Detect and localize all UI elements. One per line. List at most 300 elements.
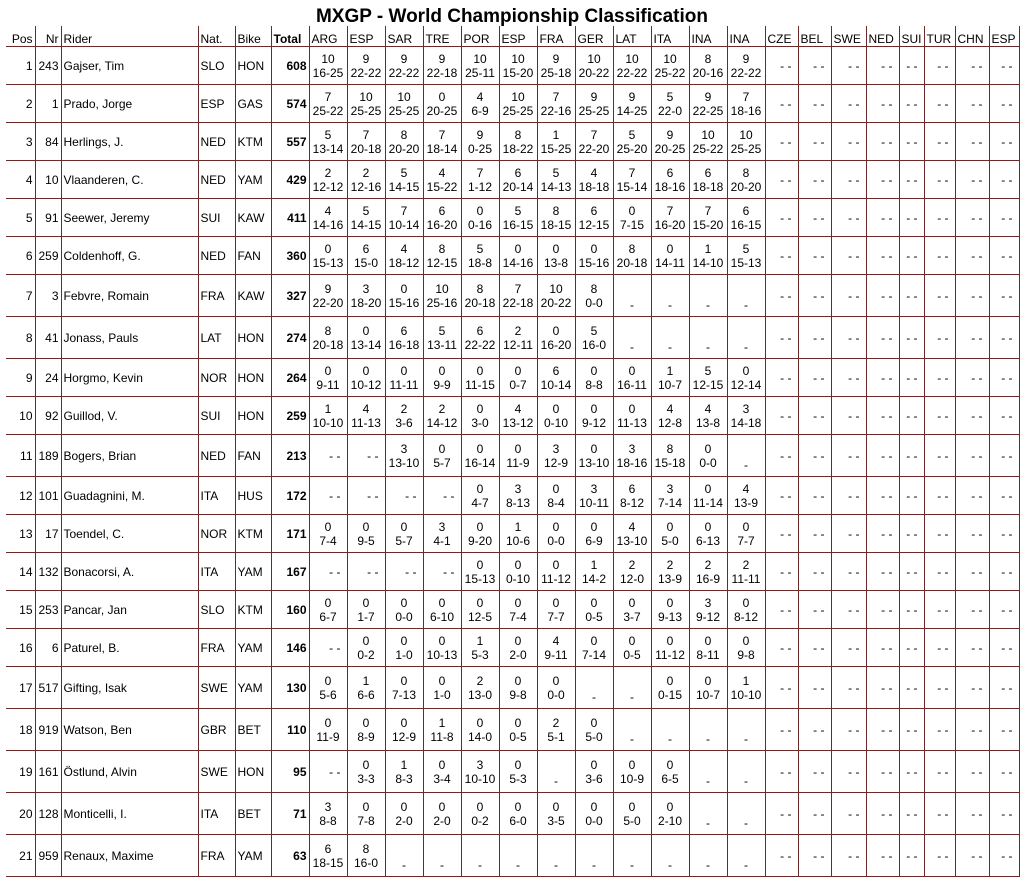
race-result-cell	[575, 123, 613, 161]
race-result-cell	[385, 123, 423, 161]
future-round-cell: - -	[989, 751, 1019, 793]
future-round-cell: - -	[798, 199, 831, 237]
race-points: 0	[476, 401, 484, 416]
race-result-cell	[651, 835, 689, 877]
race-result-cell	[499, 237, 537, 275]
race-points: 5	[742, 241, 750, 256]
race-points: 0	[438, 441, 446, 456]
future-round-cell: - -	[955, 835, 989, 877]
race-result-cell	[651, 85, 689, 123]
pos-cell: 8	[6, 317, 35, 359]
nr-cell: 91	[35, 199, 61, 237]
heat-results: 0-0	[547, 533, 565, 548]
race-result-cell	[575, 237, 613, 275]
future-round-cell: - -	[989, 667, 1019, 709]
future-round-cell: - -	[924, 317, 955, 359]
race-points: 4	[742, 481, 750, 496]
future-round-cell: - -	[989, 161, 1019, 199]
pos-cell: 19	[6, 751, 35, 793]
race-result-cell	[651, 751, 689, 793]
bike-cell: KTM	[235, 123, 271, 161]
nr-cell: 259	[35, 237, 61, 275]
future-round-cell: - -	[831, 553, 866, 591]
header-race: ARG	[309, 26, 347, 47]
nr-cell: 17	[35, 515, 61, 553]
future-round-cell: - -	[989, 317, 1019, 359]
header-race: SAR	[385, 26, 423, 47]
future-round-cell: - -	[798, 629, 831, 667]
nat-cell: NOR	[198, 515, 235, 553]
table-row	[6, 835, 1019, 877]
race-result-cell	[461, 477, 499, 515]
heat-results: 10-13	[426, 647, 458, 662]
heat-results: 0-2	[471, 813, 489, 828]
bike-cell: HON	[235, 397, 271, 435]
heat-results: 22-22	[730, 65, 762, 80]
race-result-cell	[347, 275, 385, 317]
heat-results: 12-8	[657, 415, 683, 430]
heat-results: 4-7	[471, 495, 489, 510]
heat-results: 15-20	[692, 217, 724, 232]
race-points: 10	[587, 51, 601, 66]
race-result-cell	[347, 123, 385, 161]
nr-cell: 84	[35, 123, 61, 161]
heat-results: 14-11	[655, 255, 685, 270]
no-result: -	[630, 340, 634, 354]
heat-results: 7-4	[509, 609, 527, 624]
race-points: 4	[476, 89, 484, 104]
race-result-cell	[613, 709, 651, 751]
pos-cell: 18	[6, 709, 35, 751]
classification-table	[6, 26, 1020, 877]
rider-cell: Monticelli, I.	[61, 793, 198, 835]
heat-results: 12-5	[467, 609, 493, 624]
heat-results: 6-13	[695, 533, 721, 548]
heat-results: 20-14	[502, 179, 534, 194]
heat-results: 20-25	[426, 103, 458, 118]
race-result-cell	[651, 237, 689, 275]
race-points: 0	[742, 363, 750, 378]
race-points: 0	[514, 441, 522, 456]
heat-results: 18-12	[388, 255, 420, 270]
race-points: 6	[742, 203, 750, 218]
header-race: TRE	[423, 26, 461, 47]
race-result-cell	[537, 709, 575, 751]
pos-cell: 2	[6, 85, 35, 123]
race-points: 0	[666, 673, 674, 688]
heat-results: 25-22	[692, 141, 724, 156]
bike-cell: FAN	[235, 237, 271, 275]
bike-cell: HON	[235, 317, 271, 359]
rider-cell: Bogers, Brian	[61, 435, 198, 477]
future-round-cell: - -	[955, 359, 989, 397]
future-round-cell: - -	[765, 123, 798, 161]
future-round-cell: - -	[989, 359, 1019, 397]
race-result-cell	[537, 553, 575, 591]
total-cell: 327	[271, 275, 309, 317]
race-points: 7	[438, 127, 446, 142]
heat-results: 7-7	[737, 533, 755, 548]
race-points: 7	[628, 165, 636, 180]
race-points: 0	[628, 363, 636, 378]
race-result-cell	[537, 435, 575, 477]
future-round-cell: - -	[765, 435, 798, 477]
race-points: 7	[704, 203, 712, 218]
heat-results: 18-20	[350, 295, 382, 310]
no-result: -	[744, 298, 748, 312]
race-result-cell	[499, 793, 537, 835]
future-round-cell: - -	[899, 515, 924, 553]
race-result-cell	[309, 47, 347, 85]
future-round-cell: - -	[866, 591, 899, 629]
race-result-cell	[461, 161, 499, 199]
race-result-cell	[613, 591, 651, 629]
future-round-cell: - -	[798, 709, 831, 751]
race-points: 5	[438, 323, 446, 338]
heat-results: 6-9	[585, 533, 603, 548]
heat-results: 5-3	[471, 647, 489, 662]
no-result: -	[744, 340, 748, 354]
heat-results: 7-13	[391, 687, 417, 702]
race-result-cell	[727, 835, 765, 877]
nr-cell: 161	[35, 751, 61, 793]
nat-cell: SWE	[198, 751, 235, 793]
heat-results: 3-0	[471, 415, 489, 430]
heat-results: 7-8	[357, 813, 375, 828]
race-points: 0	[552, 323, 560, 338]
future-round-cell: - -	[765, 667, 798, 709]
heat-results: 14-16	[502, 255, 534, 270]
race-result-cell	[461, 199, 499, 237]
future-round-cell: - -	[765, 793, 798, 835]
heat-results: 16-15	[730, 217, 762, 232]
race-points: 1	[438, 715, 446, 730]
race-result-cell	[727, 591, 765, 629]
race-result-cell	[537, 751, 575, 793]
no-result: -	[402, 858, 406, 872]
future-round-cell: - -	[924, 793, 955, 835]
nat-cell: FRA	[198, 835, 235, 877]
bike-cell: YAM	[235, 629, 271, 667]
race-points: 0	[666, 241, 674, 256]
heat-results: 9-12	[581, 415, 607, 430]
race-result-cell	[309, 397, 347, 435]
race-result-cell	[689, 397, 727, 435]
race-result-cell	[423, 709, 461, 751]
heat-results: 6-10	[429, 609, 455, 624]
future-round-cell: - -	[924, 123, 955, 161]
no-result: -	[478, 858, 482, 872]
race-result-cell	[727, 85, 765, 123]
race-points: 9	[666, 127, 674, 142]
heat-results: 0-15	[657, 687, 683, 702]
race-points: 1	[400, 757, 408, 772]
no-result: -	[630, 732, 634, 746]
heat-results: 25-16	[426, 295, 458, 310]
future-round-cell: - -	[798, 237, 831, 275]
nat-cell: LAT	[198, 317, 235, 359]
race-points: 0	[590, 715, 598, 730]
future-round-cell: - -	[899, 553, 924, 591]
race-points: 6	[704, 165, 712, 180]
race-result-cell	[727, 123, 765, 161]
race-result-cell	[347, 397, 385, 435]
race-points: 0	[590, 401, 598, 416]
race-result-cell	[499, 123, 537, 161]
nr-cell: 1	[35, 85, 61, 123]
race-result-cell	[385, 709, 423, 751]
bike-cell: HON	[235, 359, 271, 397]
race-result-cell	[575, 199, 613, 237]
heat-results: 9-20	[467, 533, 493, 548]
race-points: 0	[628, 595, 636, 610]
heat-results: 5-3	[509, 771, 527, 786]
race-result-cell	[727, 237, 765, 275]
heat-results: 8-12	[619, 495, 645, 510]
no-result: -	[630, 298, 634, 312]
pos-cell: 4	[6, 161, 35, 199]
race-result-cell	[423, 477, 461, 515]
race-points: 0	[438, 673, 446, 688]
race-points: 0	[438, 595, 446, 610]
race-result-cell	[309, 667, 347, 709]
future-round-cell: - -	[831, 47, 866, 85]
table-row	[6, 435, 1019, 477]
race-points: 0	[476, 595, 484, 610]
future-round-cell: - -	[831, 199, 866, 237]
rider-cell: Östlund, Alvin	[61, 751, 198, 793]
future-round-cell: - -	[955, 199, 989, 237]
future-round-cell: - -	[798, 161, 831, 199]
future-round-cell: - -	[798, 515, 831, 553]
race-result-cell	[347, 553, 385, 591]
no-result: -	[744, 816, 748, 830]
race-result-cell	[575, 161, 613, 199]
no-result: -	[706, 340, 710, 354]
race-points: 0	[742, 633, 750, 648]
heat-results: 14-16	[312, 217, 344, 232]
heat-results: 7-7	[547, 609, 565, 624]
race-points: 2	[476, 673, 484, 688]
race-result-cell	[423, 435, 461, 477]
heat-results: 11-12	[541, 571, 571, 586]
race-result-cell	[689, 629, 727, 667]
race-result-cell	[385, 435, 423, 477]
race-result-cell	[537, 359, 575, 397]
race-points: 0	[666, 595, 674, 610]
race-points: 5	[400, 165, 408, 180]
race-points: 0	[590, 633, 598, 648]
future-round-cell: - -	[955, 553, 989, 591]
future-round-cell: - -	[924, 397, 955, 435]
race-result-cell	[499, 515, 537, 553]
race-result-cell	[613, 237, 651, 275]
race-result-cell	[309, 515, 347, 553]
future-round-cell: - -	[798, 359, 831, 397]
heat-results: 20-18	[350, 141, 382, 156]
total-cell: 130	[271, 667, 309, 709]
heat-results: 10-11	[579, 495, 609, 510]
race-result-cell	[461, 591, 499, 629]
nr-cell: 959	[35, 835, 61, 877]
heat-results: 18-16	[616, 455, 648, 470]
race-points: 2	[362, 165, 370, 180]
heat-results: 11-9	[506, 455, 530, 470]
race-result-cell	[347, 477, 385, 515]
heat-results: 5-7	[433, 455, 451, 470]
heat-results: 13-10	[578, 455, 610, 470]
heat-results: 6-5	[661, 771, 679, 786]
race-points: 0	[552, 481, 560, 496]
race-points: 0	[400, 363, 408, 378]
nat-cell: SLO	[198, 47, 235, 85]
race-result-cell	[651, 317, 689, 359]
nr-cell: 253	[35, 591, 61, 629]
total-cell: 167	[271, 553, 309, 591]
race-result-cell	[651, 709, 689, 751]
race-result-cell	[347, 237, 385, 275]
header-race: NED	[866, 26, 899, 47]
race-result-cell	[385, 317, 423, 359]
race-points: 0	[400, 633, 408, 648]
future-round-cell: - -	[924, 237, 955, 275]
race-result-cell	[499, 47, 537, 85]
heat-results: 11-13	[351, 415, 381, 430]
race-result-cell	[461, 397, 499, 435]
no-result: -	[744, 774, 748, 788]
race-result-cell	[651, 435, 689, 477]
race-result-cell	[575, 85, 613, 123]
race-points: 0	[438, 633, 446, 648]
race-points: 0	[704, 441, 712, 456]
race-result-cell	[651, 591, 689, 629]
heat-results: 12-12	[312, 179, 344, 194]
pos-cell: 16	[6, 629, 35, 667]
heat-results: 25-20	[616, 141, 648, 156]
table-row	[6, 359, 1019, 397]
race-points: 2	[514, 323, 522, 338]
race-points: 9	[362, 51, 370, 66]
race-points: 5	[704, 363, 712, 378]
future-round-cell: - -	[765, 161, 798, 199]
race-points: 0	[476, 363, 484, 378]
race-result-cell	[499, 85, 537, 123]
future-round-cell: - -	[866, 123, 899, 161]
heat-results: 14-15	[350, 217, 382, 232]
nr-cell: 24	[35, 359, 61, 397]
race-result-cell	[575, 629, 613, 667]
race-result-cell	[461, 751, 499, 793]
race-result-cell	[651, 515, 689, 553]
race-result-cell	[385, 591, 423, 629]
race-points: 0	[400, 595, 408, 610]
race-points: 5	[324, 127, 332, 142]
race-result-cell	[727, 275, 765, 317]
header-race: GER	[575, 26, 613, 47]
table-row	[6, 751, 1019, 793]
race-result-cell	[689, 553, 727, 591]
header-race: CZE	[765, 26, 798, 47]
race-result-cell	[689, 709, 727, 751]
header-race: TUR	[924, 26, 955, 47]
race-result-cell	[727, 515, 765, 553]
no-result: - -	[443, 488, 455, 503]
heat-results: 15-0	[353, 255, 379, 270]
race-result-cell	[385, 515, 423, 553]
race-points: 8	[590, 281, 598, 296]
bike-cell: YAM	[235, 835, 271, 877]
race-result-cell	[575, 591, 613, 629]
pos-cell: 3	[6, 123, 35, 161]
race-result-cell	[613, 435, 651, 477]
race-points: 0	[400, 715, 408, 730]
race-points: 10	[435, 281, 449, 296]
future-round-cell: - -	[765, 629, 798, 667]
page-title: MXGP - World Championship Classification	[315, 6, 708, 27]
heat-results: 8-13	[505, 495, 531, 510]
total-cell: 95	[271, 751, 309, 793]
heat-results: 20-20	[388, 141, 420, 156]
future-round-cell: - -	[831, 85, 866, 123]
race-points: 0	[666, 519, 674, 534]
future-round-cell: - -	[899, 237, 924, 275]
heat-results: 10-7	[657, 377, 683, 392]
heat-results: 1-12	[467, 179, 493, 194]
heat-results: 10-14	[540, 377, 572, 392]
race-points: 6	[514, 165, 522, 180]
race-points: 4	[666, 401, 674, 416]
table-row	[6, 47, 1019, 85]
heat-results: 6-0	[509, 813, 527, 828]
race-points: 6	[476, 323, 484, 338]
heat-results: 13-14	[312, 141, 344, 156]
nr-cell: 101	[35, 477, 61, 515]
race-points: 4	[324, 203, 332, 218]
rider-cell: Watson, Ben	[61, 709, 198, 751]
race-points: 3	[400, 441, 408, 456]
race-points: 1	[704, 241, 712, 256]
race-result-cell	[537, 515, 575, 553]
race-points: 0	[362, 757, 370, 772]
heat-results: 11-12	[655, 647, 685, 662]
heat-results: 22-18	[426, 65, 458, 80]
heat-results: 16-9	[695, 571, 721, 586]
future-round-cell: - -	[831, 275, 866, 317]
race-points: 7	[324, 89, 332, 104]
future-round-cell: - -	[866, 237, 899, 275]
heat-results: 18-16	[654, 179, 686, 194]
race-result-cell	[347, 85, 385, 123]
no-result: -	[592, 858, 596, 872]
race-points: 0	[590, 241, 598, 256]
race-result-cell	[689, 515, 727, 553]
race-result-cell	[499, 199, 537, 237]
race-result-cell	[309, 275, 347, 317]
future-round-cell: - -	[866, 397, 899, 435]
race-result-cell	[689, 275, 727, 317]
future-round-cell: - -	[765, 359, 798, 397]
heat-results: 22-18	[502, 295, 534, 310]
future-round-cell: - -	[765, 709, 798, 751]
race-points: 0	[514, 715, 522, 730]
race-result-cell	[309, 435, 347, 477]
race-points: 4	[438, 165, 446, 180]
race-points: 3	[514, 481, 522, 496]
race-result-cell	[309, 835, 347, 877]
race-points: 0	[514, 633, 522, 648]
no-result: - -	[367, 448, 379, 463]
heat-results: 0-5	[585, 609, 603, 624]
